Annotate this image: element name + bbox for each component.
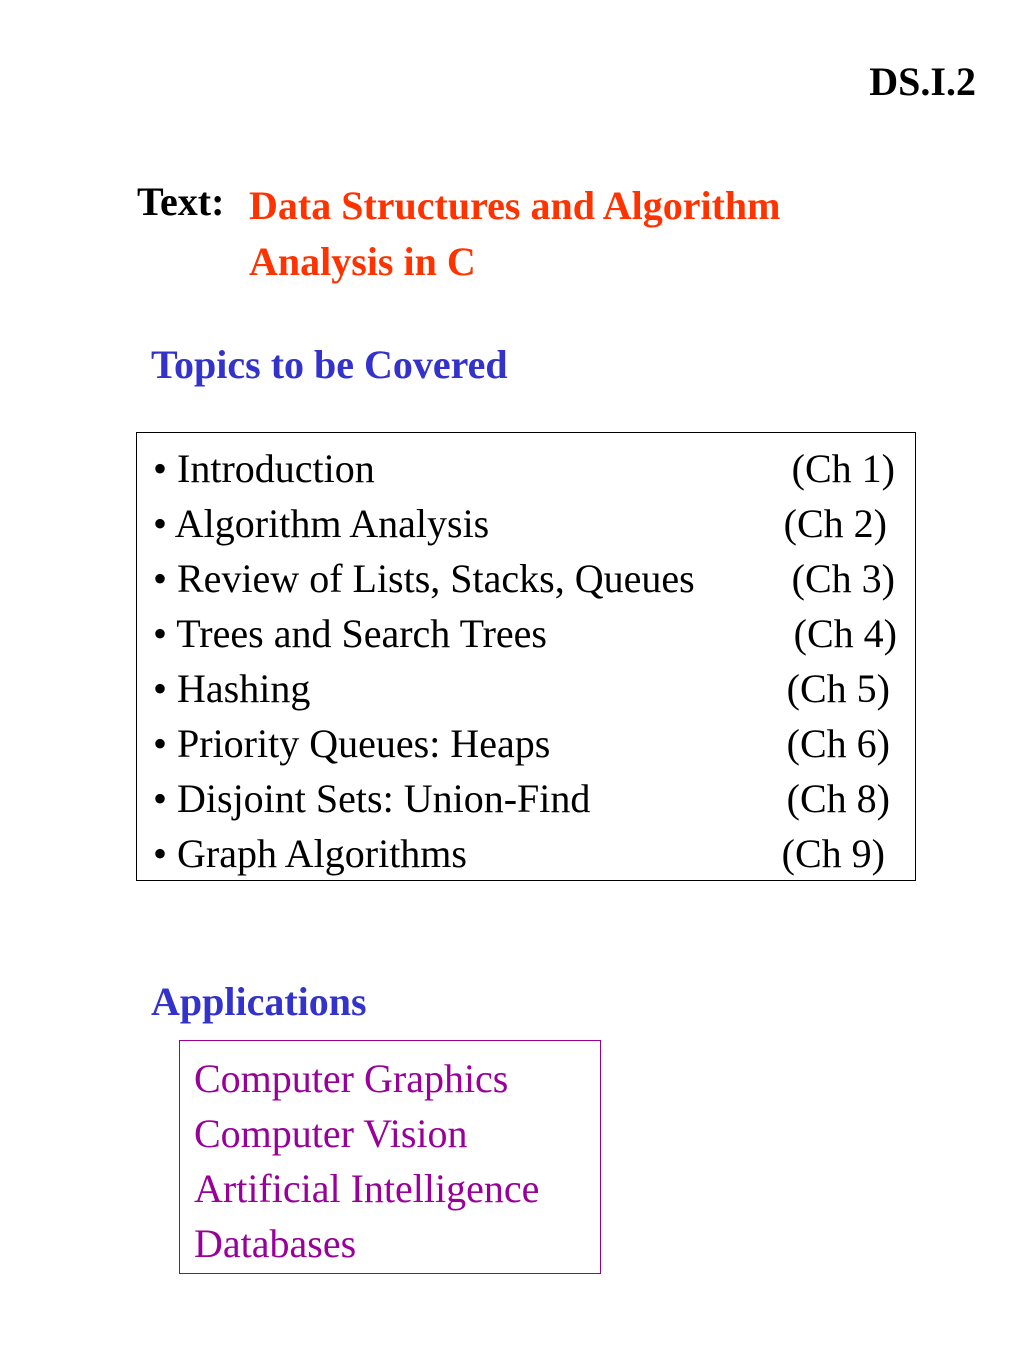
topic-item	[153, 606, 895, 661]
topic-chapter: (Ch 2)	[783, 501, 887, 546]
application-item: Computer Vision	[194, 1111, 468, 1156]
topic-name: • Priority Queues: Heaps	[153, 721, 551, 766]
topic-name: • Graph Algorithms	[153, 831, 467, 876]
topic-item	[153, 661, 895, 716]
application-item: Computer Graphics	[194, 1056, 509, 1101]
applications-heading: Applications	[151, 979, 367, 1024]
topic-name: • Review of Lists, Stacks, Queues	[153, 556, 695, 601]
topic-name: • Introduction	[153, 446, 375, 491]
application-item: Databases	[194, 1221, 357, 1266]
text-label: Text:	[137, 179, 225, 224]
topic-chapter: (Ch 6)	[786, 721, 890, 766]
topic-item	[153, 441, 895, 496]
topic-name: • Trees and Search Trees	[153, 611, 547, 656]
textbook-title	[249, 178, 780, 290]
topic-chapter: (Ch 9)	[781, 831, 885, 876]
topic-name: • Hashing	[153, 666, 311, 711]
topic-item	[153, 551, 895, 606]
topics-heading: Topics to be Covered	[151, 342, 508, 387]
topic-chapter: (Ch 5)	[786, 666, 890, 711]
topic-name: • Algorithm Analysis	[153, 501, 490, 546]
slide-id: DS.I.2	[869, 59, 976, 104]
topic-chapter: (Ch 8)	[786, 776, 890, 821]
topic-item	[153, 771, 895, 826]
applications-box	[179, 1040, 601, 1274]
topics-box	[136, 432, 916, 881]
topic-item	[153, 496, 895, 551]
topic-item	[153, 826, 895, 881]
topic-name: • Disjoint Sets: Union-Find	[153, 776, 591, 821]
topic-chapter: (Ch 3)	[791, 556, 895, 601]
topic-chapter: (Ch 1)	[791, 446, 895, 491]
topic-item	[153, 716, 895, 771]
application-item: Artificial Intelligence	[194, 1166, 540, 1211]
textbook-title-line-2: Analysis in C	[249, 239, 476, 284]
textbook-title-line-1: Data Structures and Algorithm	[249, 183, 781, 228]
topic-chapter: (Ch 4)	[793, 611, 897, 656]
